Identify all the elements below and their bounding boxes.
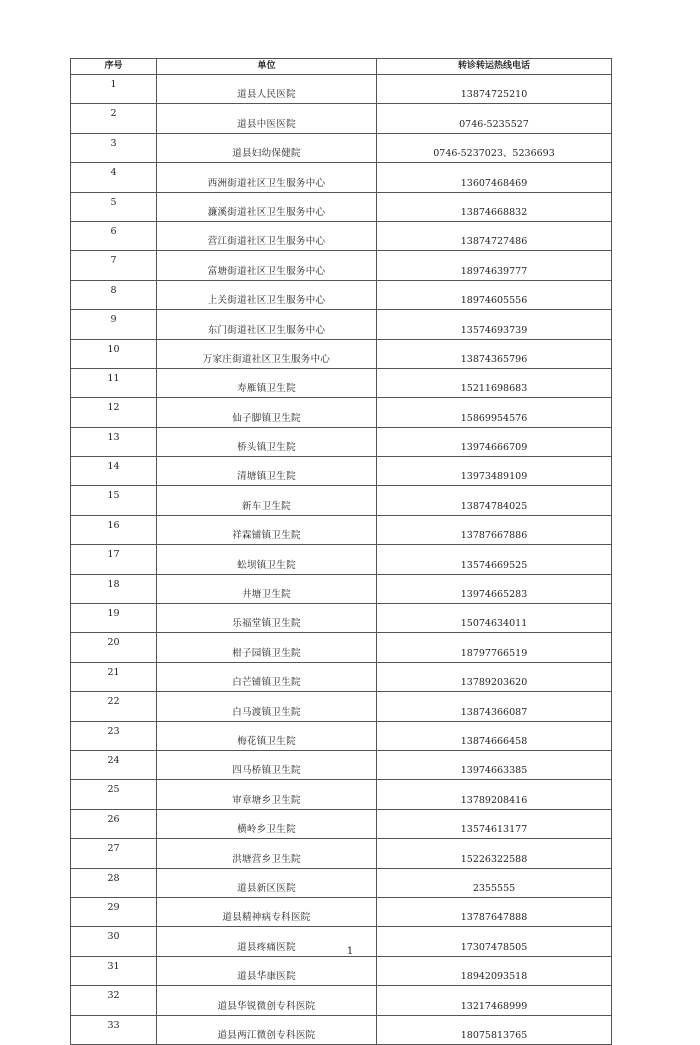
row-index: 24 bbox=[71, 750, 157, 779]
row-index: 33 bbox=[71, 1015, 157, 1044]
row-unit-name: 清塘镇卫生院 bbox=[157, 457, 377, 486]
row-unit-name: 西洲街道社区卫生服务中心 bbox=[157, 163, 377, 192]
row-unit-name: 横岭乡卫生院 bbox=[157, 809, 377, 838]
row-phone-number: 13974663385 bbox=[377, 750, 612, 779]
row-phone-number: 13789203620 bbox=[377, 662, 612, 691]
row-unit-name: 洪塘营乡卫生院 bbox=[157, 839, 377, 868]
row-unit-name: 祥霖铺镇卫生院 bbox=[157, 515, 377, 544]
row-phone-number: 13974666709 bbox=[377, 427, 612, 456]
row-unit-name: 营江街道社区卫生服务中心 bbox=[157, 221, 377, 250]
row-index: 10 bbox=[71, 339, 157, 368]
table-row bbox=[71, 662, 612, 691]
row-unit-name: 道县精神病专科医院 bbox=[157, 897, 377, 926]
row-index: 4 bbox=[71, 163, 157, 192]
table-row bbox=[71, 457, 612, 486]
row-index: 18 bbox=[71, 574, 157, 603]
row-unit-name: 上关街道社区卫生服务中心 bbox=[157, 280, 377, 309]
table-row bbox=[71, 692, 612, 721]
row-index: 28 bbox=[71, 868, 157, 897]
row-index: 23 bbox=[71, 721, 157, 750]
row-unit-name: 四马桥镇卫生院 bbox=[157, 750, 377, 779]
row-index: 31 bbox=[71, 956, 157, 985]
row-unit-name: 道县新区医院 bbox=[157, 868, 377, 897]
row-unit-name: 井塘卫生院 bbox=[157, 574, 377, 603]
row-phone-number: 13874727486 bbox=[377, 221, 612, 250]
row-unit-name: 审章塘乡卫生院 bbox=[157, 780, 377, 809]
table-row bbox=[71, 339, 612, 368]
row-index: 13 bbox=[71, 427, 157, 456]
table-row bbox=[71, 192, 612, 221]
row-index: 6 bbox=[71, 221, 157, 250]
row-phone-number: 18075813765 bbox=[377, 1015, 612, 1044]
table-row bbox=[71, 133, 612, 162]
row-unit-name: 富塘街道社区卫生服务中心 bbox=[157, 251, 377, 280]
row-phone-number: 13974665283 bbox=[377, 574, 612, 603]
row-phone-number: 13217468999 bbox=[377, 986, 612, 1015]
row-phone-number: 13787667886 bbox=[377, 515, 612, 544]
row-unit-name: 道县华康医院 bbox=[157, 956, 377, 985]
row-phone-number: 13874366087 bbox=[377, 692, 612, 721]
row-phone-number: 0746-5235527 bbox=[377, 104, 612, 133]
row-phone-number: 13874666458 bbox=[377, 721, 612, 750]
row-phone-number: 15211698683 bbox=[377, 368, 612, 397]
row-phone-number: 15869954576 bbox=[377, 398, 612, 427]
row-unit-name: 万家庄街道社区卫生服务中心 bbox=[157, 339, 377, 368]
row-index: 21 bbox=[71, 662, 157, 691]
row-phone-number: 13874784025 bbox=[377, 486, 612, 515]
row-index: 29 bbox=[71, 897, 157, 926]
row-phone-number: 15074634011 bbox=[377, 604, 612, 633]
hotline-table-container bbox=[70, 58, 611, 1045]
table-row bbox=[71, 515, 612, 544]
table-row bbox=[71, 368, 612, 397]
row-index: 11 bbox=[71, 368, 157, 397]
table-header bbox=[71, 59, 612, 75]
row-index: 25 bbox=[71, 780, 157, 809]
row-index: 15 bbox=[71, 486, 157, 515]
table-row bbox=[71, 280, 612, 309]
table-row bbox=[71, 104, 612, 133]
row-unit-name: 白马渡镇卫生院 bbox=[157, 692, 377, 721]
row-phone-number: 13789208416 bbox=[377, 780, 612, 809]
row-index: 14 bbox=[71, 457, 157, 486]
table-row bbox=[71, 398, 612, 427]
table-row bbox=[71, 574, 612, 603]
table-row bbox=[71, 809, 612, 838]
row-phone-number: 13574669525 bbox=[377, 545, 612, 574]
row-unit-name: 寿雁镇卫生院 bbox=[157, 368, 377, 397]
header-phone: 转诊转运热线电话 bbox=[377, 59, 612, 75]
row-unit-name: 道县中医医院 bbox=[157, 104, 377, 133]
row-unit-name: 梅花镇卫生院 bbox=[157, 721, 377, 750]
table-row bbox=[71, 780, 612, 809]
table-row bbox=[71, 310, 612, 339]
row-phone-number: 13874365796 bbox=[377, 339, 612, 368]
page-number: 1 bbox=[346, 946, 354, 957]
header-index: 序号 bbox=[71, 59, 157, 75]
row-phone-number: 13787647888 bbox=[377, 897, 612, 926]
row-unit-name: 道县妇幼保健院 bbox=[157, 133, 377, 162]
row-unit-name: 道县人民医院 bbox=[157, 75, 377, 104]
row-phone-number: 13574613177 bbox=[377, 809, 612, 838]
table-row bbox=[71, 1015, 612, 1044]
row-phone-number: 13574693739 bbox=[377, 310, 612, 339]
table-row bbox=[71, 163, 612, 192]
row-phone-number: 0746-5237023、5236693 bbox=[377, 133, 612, 162]
row-unit-name: 新车卫生院 bbox=[157, 486, 377, 515]
row-index: 26 bbox=[71, 809, 157, 838]
table-row bbox=[71, 75, 612, 104]
table-row bbox=[71, 251, 612, 280]
row-phone-number: 18974605556 bbox=[377, 280, 612, 309]
row-index: 22 bbox=[71, 692, 157, 721]
table-row bbox=[71, 750, 612, 779]
row-unit-name: 乐福堂镇卫生院 bbox=[157, 604, 377, 633]
row-phone-number: 2355555 bbox=[377, 868, 612, 897]
row-index: 2 bbox=[71, 104, 157, 133]
row-phone-number: 13874725210 bbox=[377, 75, 612, 104]
row-unit-name: 柑子园镇卫生院 bbox=[157, 633, 377, 662]
row-phone-number: 18942093518 bbox=[377, 956, 612, 985]
row-unit-name: 东门街道社区卫生服务中心 bbox=[157, 310, 377, 339]
row-index: 5 bbox=[71, 192, 157, 221]
table-row bbox=[71, 986, 612, 1015]
row-unit-name: 白芒铺镇卫生院 bbox=[157, 662, 377, 691]
table-row bbox=[71, 221, 612, 250]
row-phone-number: 18797766519 bbox=[377, 633, 612, 662]
table-body bbox=[71, 75, 612, 1045]
table-row bbox=[71, 486, 612, 515]
header-row bbox=[71, 59, 612, 75]
header-unit: 单位 bbox=[157, 59, 377, 75]
table-row bbox=[71, 427, 612, 456]
row-phone-number: 13874668832 bbox=[377, 192, 612, 221]
row-index: 17 bbox=[71, 545, 157, 574]
table-row bbox=[71, 956, 612, 985]
row-unit-name: 道县两江微创专科医院 bbox=[157, 1015, 377, 1044]
row-phone-number: 13607468469 bbox=[377, 163, 612, 192]
row-index: 7 bbox=[71, 251, 157, 280]
row-unit-name: 道县华锐微创专科医院 bbox=[157, 986, 377, 1015]
row-index: 8 bbox=[71, 280, 157, 309]
table-row bbox=[71, 545, 612, 574]
row-phone-number: 17307478505 bbox=[377, 927, 612, 956]
row-index: 3 bbox=[71, 133, 157, 162]
table-row bbox=[71, 633, 612, 662]
row-index: 30 bbox=[71, 927, 157, 956]
row-phone-number: 13973489109 bbox=[377, 457, 612, 486]
row-unit-name: 道县疼痛医院 bbox=[157, 927, 377, 956]
table-row bbox=[71, 839, 612, 868]
row-unit-name: 桥头镇卫生院 bbox=[157, 427, 377, 456]
row-index: 16 bbox=[71, 515, 157, 544]
row-phone-number: 15226322588 bbox=[377, 839, 612, 868]
row-index: 19 bbox=[71, 604, 157, 633]
row-index: 1 bbox=[71, 75, 157, 104]
row-index: 32 bbox=[71, 986, 157, 1015]
table-row bbox=[71, 868, 612, 897]
row-unit-name: 蚣坝镇卫生院 bbox=[157, 545, 377, 574]
row-phone-number: 18974639777 bbox=[377, 251, 612, 280]
table-row bbox=[71, 897, 612, 926]
row-index: 27 bbox=[71, 839, 157, 868]
row-unit-name: 濂溪街道社区卫生服务中心 bbox=[157, 192, 377, 221]
row-index: 9 bbox=[71, 310, 157, 339]
table-row bbox=[71, 721, 612, 750]
row-unit-name: 仙子脚镇卫生院 bbox=[157, 398, 377, 427]
table-row bbox=[71, 604, 612, 633]
row-index: 20 bbox=[71, 633, 157, 662]
referral-hotline-table bbox=[70, 58, 612, 1045]
row-index: 12 bbox=[71, 398, 157, 427]
